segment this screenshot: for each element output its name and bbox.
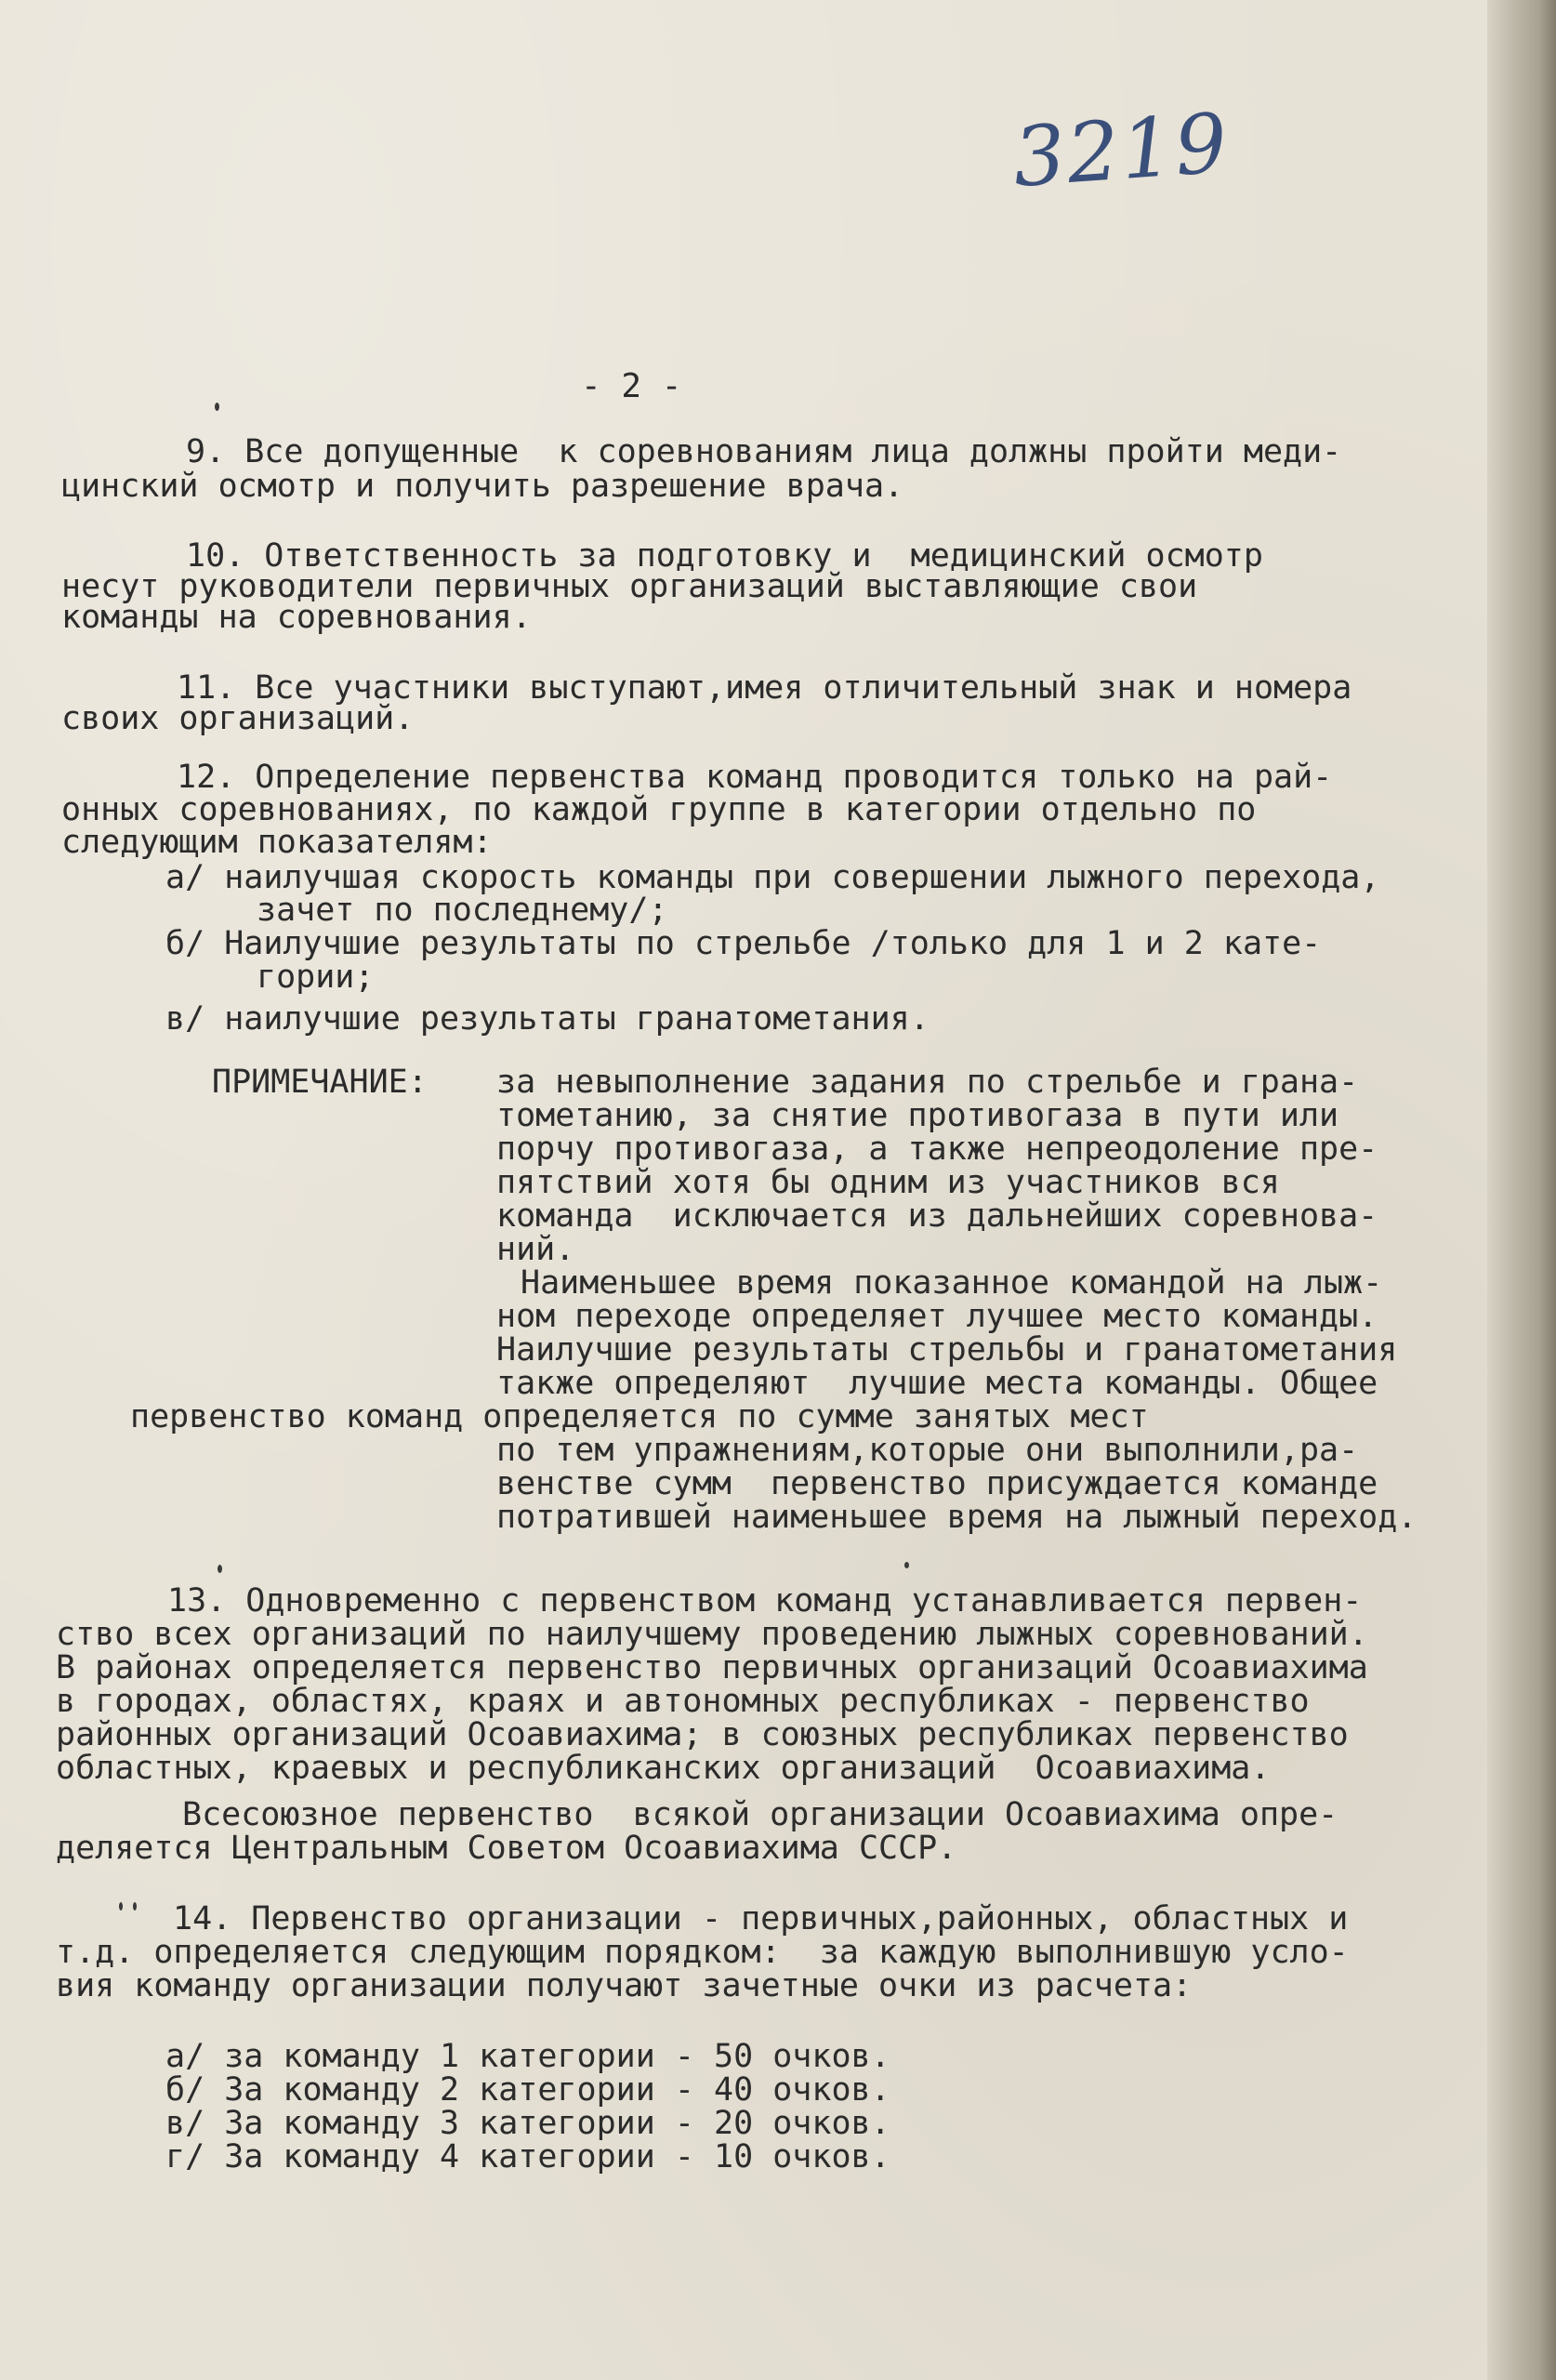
p12-line-1: 12. Определение первенства команд проводится только на рай- [177,759,1333,796]
note-line-4: пятствий хотя бы одним из участников вся [496,1164,1280,1201]
p13-line-2: ство всех организаций по наилучшему проведению лыжных соревнований. [56,1616,1368,1653]
p14-item-b: б/ За команду 2 категории - 40 очков. [165,2071,890,2109]
note-line-12: по тем упражнениям,которые они выполнили,ра- [496,1432,1359,1469]
p13-line-6: областных, краевых и республиканских организаций Осоавиахима. [56,1750,1271,1787]
p12-item-a-line-2: зачет по последнему/; [257,892,668,929]
note-line-13: венстве сумм первенство присуждается команде [496,1465,1378,1502]
p12-item-b-line-2: гории; [257,959,375,996]
ink-speck [119,1902,123,1911]
note-line-6: ний. [496,1231,575,1268]
p13-line-4: в городах, областях, краях и автономных республиках - первенство [56,1683,1310,1720]
p14-line-1: 14. Первенство организации - первичных,районных, областных и [173,1900,1349,1937]
p9-line-2: цинский осмотр и получить разрешение врача. [61,468,904,505]
ink-speck [218,1565,222,1573]
ink-speck [215,403,219,411]
p11-line-2: своих организаций. [61,700,415,737]
note-line-2: тометанию, за снятие противогаза в пути или [496,1097,1339,1134]
p14-item-a: а/ за команду 1 категории - 50 очков. [165,2038,890,2075]
note-line-1: за невыполнение задания по стрельбе и грана- [496,1064,1359,1101]
p14-line-3: вия команду организации получают зачетные очки из расчета: [56,1967,1193,2004]
p14-item-d: г/ За команду 4 категории - 10 очков. [165,2138,890,2175]
p10-line-1: 10. Ответственность за подготовку и медицинский осмотр [186,537,1263,575]
note-line-7: Наименьшее время показанное командой на лыж- [521,1264,1383,1302]
p12-item-a-line-1: а/ наилучшая скорость команды при совершении лыжного перехода, [165,859,1380,896]
note-label: ПРИМЕЧАНИЕ: [212,1064,428,1101]
p11-line-1: 11. Все участники выступают,имея отличительный знак и номера [177,669,1352,707]
p14-item-c: в/ За команду 3 категории - 20 очков. [165,2105,890,2142]
note-line-9: Наилучшие результаты стрельбы и гранатометания [496,1331,1398,1368]
p10-line-3: команды на соревнования. [61,599,532,636]
ink-speck [904,1562,909,1568]
ink-speck [133,1902,137,1911]
p13-line-1: 13. Одновременно с первенством команд устанавливается первен- [167,1582,1363,1620]
note-line-5: команда исключается из дальнейших соревнова- [496,1197,1378,1235]
note-line-3: порчу противогаза, а также непреодоление пре- [496,1130,1378,1168]
archive-number-handwritten: 3219 [1009,95,1233,205]
note-line-11: первенство команд определяется по сумме занятых мест [130,1398,1149,1435]
adjacent-page-edge [1487,0,1556,2380]
p9-line-1: 9. Все допущенные к соревнованиям лица должны пройти меди- [186,433,1342,470]
note-line-14: потратившей наименьшее время на лыжный переход. [496,1499,1418,1536]
p13-line-3: В районах определяется первенство первичных организаций Осоавиахима [56,1649,1368,1686]
p12-item-b-line-1: б/ Наилучшие результаты по стрельбе /только для 1 и 2 кате- [165,925,1322,962]
note-line-10: также определяют лучшие места команды. Общее [496,1365,1378,1402]
page-number: - 2 - [581,367,682,405]
note-line-8: ном переходе определяет лучшее место команды. [496,1298,1378,1335]
p12-line-2: онных соревнованиях, по каждой группе в категории отдельно по [61,791,1257,828]
p12-line-3: следующим показателям: [61,824,493,861]
p14-line-2: т.д. определяется следующим порядком: за каждую выполнившую усло- [56,1934,1349,1971]
p13-line-7: Всесоюзное первенство всякой организации Осоавиахима опре- [182,1796,1338,1833]
p13-line-8: деляется Центральным Советом Осоавиахима СССР. [56,1830,957,1867]
p13-line-5: районных организаций Осоавиахима; в союзных республиках первенство [56,1716,1349,1753]
p10-line-2: несут руководители первичных организаций выставляющие свои [61,568,1198,605]
p12-item-c-line-1: в/ наилучшие результаты гранатометания. [165,1000,930,1038]
